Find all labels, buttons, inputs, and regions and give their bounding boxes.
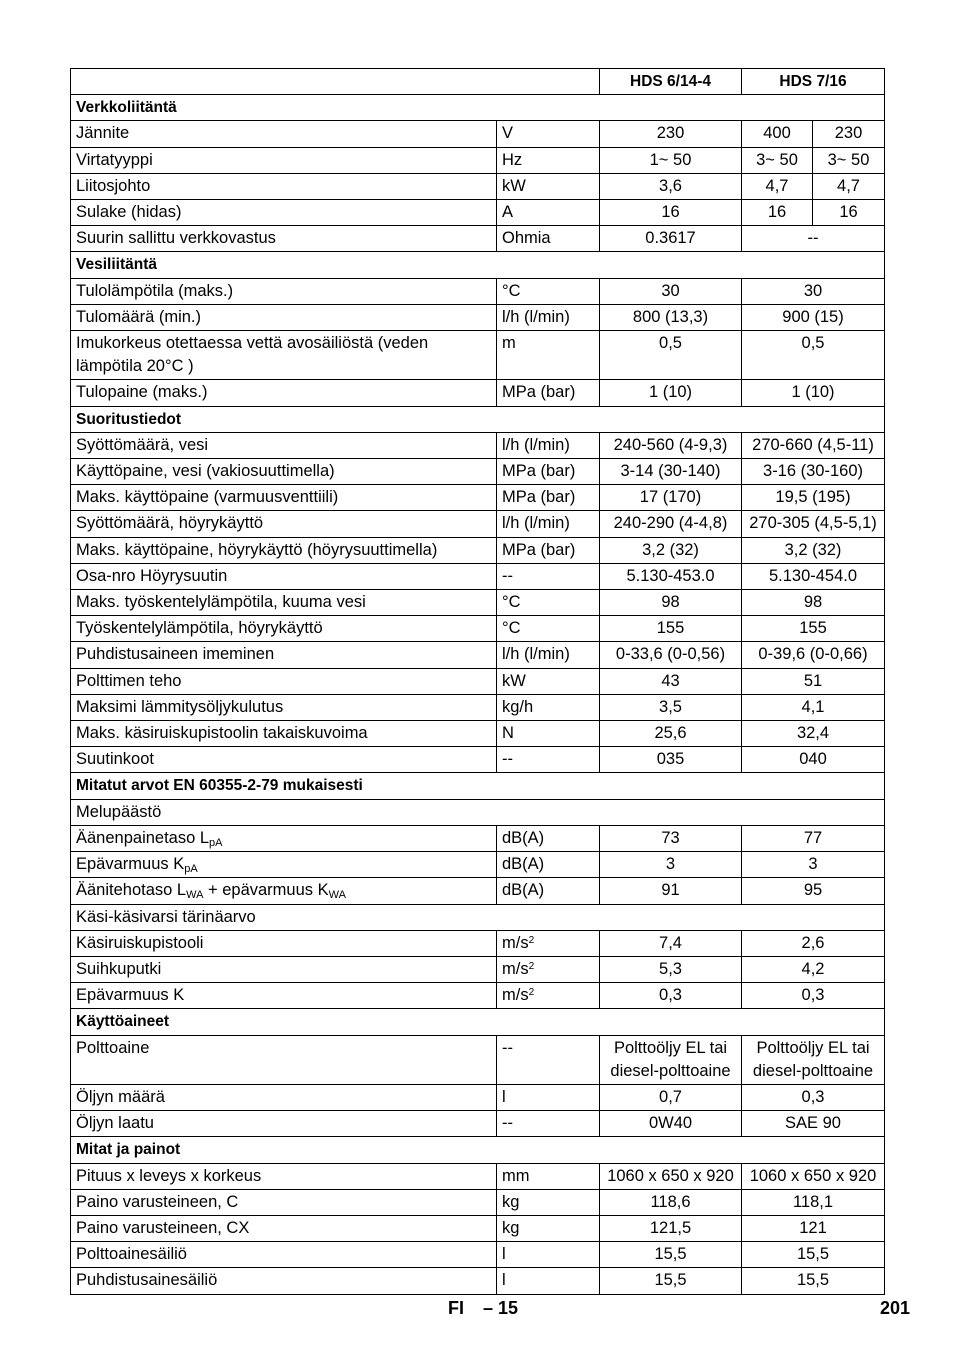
value-model-a: 25,6 [600,721,742,747]
language-code: FI [448,1298,464,1318]
value-model-b-variant-1: 4,7 [742,173,813,199]
subheading-row [71,904,885,930]
row-label: Käyttöpaine, vesi (vakiosuuttimella) [71,459,497,485]
value-model-a: 3 [600,852,742,878]
table-row [71,1111,885,1137]
table-row [71,825,885,851]
row-label: Sulake (hidas) [71,200,497,226]
value-model-b: 15,5 [742,1242,885,1268]
row-unit: l/h (l/min) [497,642,600,668]
table-row [71,721,885,747]
section-heading: Vesiliitäntä [71,252,885,278]
row-label: Puhdistusainesäiliö [71,1268,497,1294]
table-row [71,1215,885,1241]
section-row [71,252,885,278]
row-unit: -- [497,563,600,589]
row-label [71,878,497,904]
table-row [71,1268,885,1294]
section-row [71,773,885,799]
table-row [71,1084,885,1110]
value-model-a: 3,2 (32) [600,537,742,563]
value-model-b: 3,2 (32) [742,537,885,563]
value-model-a: 98 [600,590,742,616]
unit-superscript: 2 [528,960,535,972]
value-model-a: 5,3 [600,956,742,982]
row-unit: dB(A) [497,825,600,851]
row-unit: °C [497,278,600,304]
value-model-a: Polttoöljy EL tai diesel-polttoaine [600,1035,742,1084]
row-label: Maks. käsiruiskupistoolin takaiskuvoima [71,721,497,747]
value-model-b: 15,5 [742,1268,885,1294]
value-model-b: SAE 90 [742,1111,885,1137]
unit-superscript: 2 [528,934,535,946]
row-label: Imukorkeus otettaessa vettä avosäiliöstä (veden lämpötila 20°C ) [71,331,497,380]
row-label: Tulolämpötila (maks.) [71,278,497,304]
section-row [71,95,885,121]
row-unit [497,983,600,1009]
header-empty-cell [71,69,600,95]
value-model-a: 15,5 [600,1268,742,1294]
row-label: Maks. käyttöpaine (varmuusventtiili) [71,485,497,511]
row-label: Käsiruiskupistooli [71,930,497,956]
value-model-b: 3-16 (30-160) [742,459,885,485]
model-b-header: HDS 7/16 [742,69,885,95]
table-row [71,930,885,956]
value-model-b: 118,1 [742,1189,885,1215]
row-unit: l [497,1084,600,1110]
row-unit: V [497,121,600,147]
value-model-a: 0,7 [600,1084,742,1110]
value-model-b: 95 [742,878,885,904]
table-row [71,537,885,563]
section-heading: Verkkoliitäntä [71,95,885,121]
value-model-b: 5.130-454.0 [742,563,885,589]
table-row [71,173,885,199]
section-page-number: – 15 [483,1298,519,1318]
value-model-a: 0.3617 [600,226,742,252]
value-model-b: Polttoöljy EL tai diesel-polttoaine [742,1035,885,1084]
value-model-b-variant-2: 230 [813,121,885,147]
section-heading: Mitatut arvot EN 60355-2-79 mukaisesti [71,773,885,799]
value-model-b: 270-305 (4,5-5,1) [742,511,885,537]
value-model-a: 0-33,6 (0-0,56) [600,642,742,668]
value-model-b: 3 [742,852,885,878]
label-text-continued: + epävarmuus K [203,881,329,900]
table-header-row [71,69,885,95]
row-unit: -- [497,747,600,773]
value-model-a: 91 [600,878,742,904]
value-model-b: 900 (15) [742,304,885,330]
row-label: Suutinkoot [71,747,497,773]
value-model-b: 0,5 [742,331,885,380]
row-unit: l [497,1268,600,1294]
value-model-a: 0,5 [600,331,742,380]
section-heading: Suoritustiedot [71,406,885,432]
row-unit: MPa (bar) [497,537,600,563]
table-row [71,694,885,720]
value-model-a: 118,6 [600,1189,742,1215]
value-model-a: 0W40 [600,1111,742,1137]
row-unit: Ohmia [497,226,600,252]
value-model-b-variant-1: 400 [742,121,813,147]
value-model-a: 800 (13,3) [600,304,742,330]
row-label: Öljyn määrä [71,1084,497,1110]
table-row [71,642,885,668]
label-text: Äänenpainetaso L [76,828,210,847]
value-model-a: 155 [600,616,742,642]
value-model-b-variant-1: 3~ 50 [742,147,813,173]
section-row [71,1137,885,1163]
value-model-a: 0,3 [600,983,742,1009]
value-model-a: 1060 x 650 x 920 [600,1163,742,1189]
table-row [71,1189,885,1215]
table-row [71,226,885,252]
value-model-b: 121 [742,1215,885,1241]
subheading-row [71,799,885,825]
row-unit [497,930,600,956]
value-model-a: 3,6 [600,173,742,199]
row-unit: MPa (bar) [497,380,600,406]
table-row [71,1035,885,1084]
value-model-b-variant-2: 16 [813,200,885,226]
value-model-b: 1060 x 650 x 920 [742,1163,885,1189]
section-heading: Mitat ja painot [71,1137,885,1163]
row-label: Virtatyyppi [71,147,497,173]
row-unit: °C [497,616,600,642]
row-unit: MPa (bar) [497,459,600,485]
table-row [71,278,885,304]
table-row [71,590,885,616]
value-model-a: 240-560 (4-9,3) [600,432,742,458]
value-model-b: 98 [742,590,885,616]
unit-text: m/s [502,986,529,1005]
row-unit: Hz [497,147,600,173]
value-model-b-variant-2: 3~ 50 [813,147,885,173]
table-row [71,459,885,485]
value-model-a: 3,5 [600,694,742,720]
row-unit [497,956,600,982]
subheading: Melupäästö [71,799,885,825]
section-row [71,406,885,432]
value-model-a: 230 [600,121,742,147]
table-row [71,1242,885,1268]
value-model-a: 30 [600,278,742,304]
label-subscript: pA [184,863,198,876]
value-model-b: 040 [742,747,885,773]
value-model-b: 19,5 (195) [742,485,885,511]
row-label: Maks. työskentelylämpötila, kuuma vesi [71,590,497,616]
table-row [71,747,885,773]
table-row [71,878,885,904]
row-label [71,825,497,851]
row-unit: -- [497,1035,600,1084]
row-label: Öljyn laatu [71,1111,497,1137]
value-model-b: 32,4 [742,721,885,747]
value-model-b: 0-39,6 (0-0,66) [742,642,885,668]
row-unit: m [497,331,600,380]
row-label: Epävarmuus K [71,983,497,1009]
row-label: Paino varusteineen, C [71,1189,497,1215]
value-model-a: 121,5 [600,1215,742,1241]
value-model-a: 17 (170) [600,485,742,511]
value-model-a: 5.130-453.0 [600,563,742,589]
row-label: Maksimi lämmitysöljykulutus [71,694,497,720]
value-model-a: 240-290 (4-4,8) [600,511,742,537]
value-model-a: 3-14 (30-140) [600,459,742,485]
table-row [71,1163,885,1189]
page-number: 201 [879,1298,910,1318]
row-unit: N [497,721,600,747]
table-row [71,616,885,642]
value-model-b-variant-2: 4,7 [813,173,885,199]
table-row [71,983,885,1009]
table-row [71,200,885,226]
row-label: Suihkuputki [71,956,497,982]
label-subscript: pA [209,836,223,849]
value-model-b: 2,6 [742,930,885,956]
table-row [71,380,885,406]
value-model-b: 4,2 [742,956,885,982]
value-model-a: 43 [600,668,742,694]
value-model-a: 16 [600,200,742,226]
value-model-b-variant-1: 16 [742,200,813,226]
row-unit: mm [497,1163,600,1189]
row-unit: kg [497,1215,600,1241]
row-label: Jännite [71,121,497,147]
table-row [71,852,885,878]
table-row [71,147,885,173]
subheading: Käsi-käsivarsi tärinäarvo [71,904,885,930]
row-unit: l/h (l/min) [497,432,600,458]
row-unit: kW [497,668,600,694]
row-label: Maks. käyttöpaine, höyrykäyttö (höyrysuuttimella) [71,537,497,563]
row-label: Paino varusteineen, CX [71,1215,497,1241]
row-label [71,852,497,878]
row-unit: l/h (l/min) [497,304,600,330]
unit-superscript: 2 [528,987,535,999]
table-row [71,331,885,380]
table-row [71,668,885,694]
table-row [71,956,885,982]
value-model-b: 0,3 [742,1084,885,1110]
table-row [71,121,885,147]
value-model-b: 30 [742,278,885,304]
value-model-a: 73 [600,825,742,851]
label-text: Epävarmuus K [76,855,185,874]
table-row [71,563,885,589]
model-a-header: HDS 6/14-4 [600,69,742,95]
value-model-b: 270-660 (4,5-11) [742,432,885,458]
table-row [71,485,885,511]
row-unit: dB(A) [497,852,600,878]
row-unit: l/h (l/min) [497,511,600,537]
row-unit: °C [497,590,600,616]
row-label: Liitosjohto [71,173,497,199]
row-unit: kg/h [497,694,600,720]
label-subscript: WA [186,889,204,902]
row-label: Tulopaine (maks.) [71,380,497,406]
value-model-a: 1~ 50 [600,147,742,173]
value-model-b: 77 [742,825,885,851]
row-label: Osa-nro Höyrysuutin [71,563,497,589]
section-heading: Käyttöaineet [71,1009,885,1035]
section-row [71,1009,885,1035]
row-label: Syöttömäärä, höyrykäyttö [71,511,497,537]
value-model-a: 15,5 [600,1242,742,1268]
row-unit: dB(A) [497,878,600,904]
row-label: Suurin sallittu verkkovastus [71,226,497,252]
row-label: Tulomäärä (min.) [71,304,497,330]
technical-data-table [70,68,885,1295]
row-unit: A [497,200,600,226]
row-unit: MPa (bar) [497,485,600,511]
value-model-a: 1 (10) [600,380,742,406]
row-label: Polttimen teho [71,668,497,694]
value-model-b: -- [742,226,885,252]
value-model-b: 1 (10) [742,380,885,406]
row-unit: kW [497,173,600,199]
row-label: Polttoaine [71,1035,497,1084]
unit-text: m/s [502,933,529,952]
row-label: Syöttömäärä, vesi [71,432,497,458]
row-label: Puhdistusaineen imeminen [71,642,497,668]
row-label: Polttoainesäiliö [71,1242,497,1268]
value-model-b: 0,3 [742,983,885,1009]
row-label: Pituus x leveys x korkeus [71,1163,497,1189]
row-unit: l [497,1242,600,1268]
table-row [71,511,885,537]
unit-text: m/s [502,959,529,978]
value-model-b: 51 [742,668,885,694]
row-label: Työskentelylämpötila, höyrykäyttö [71,616,497,642]
table-row [71,304,885,330]
label-text: Äänitehotaso L [76,881,187,900]
label-subscript: WA [328,889,346,902]
value-model-b: 155 [742,616,885,642]
table-row [71,432,885,458]
value-model-a: 035 [600,747,742,773]
row-unit: -- [497,1111,600,1137]
value-model-b: 4,1 [742,694,885,720]
row-unit: kg [497,1189,600,1215]
value-model-a: 7,4 [600,930,742,956]
